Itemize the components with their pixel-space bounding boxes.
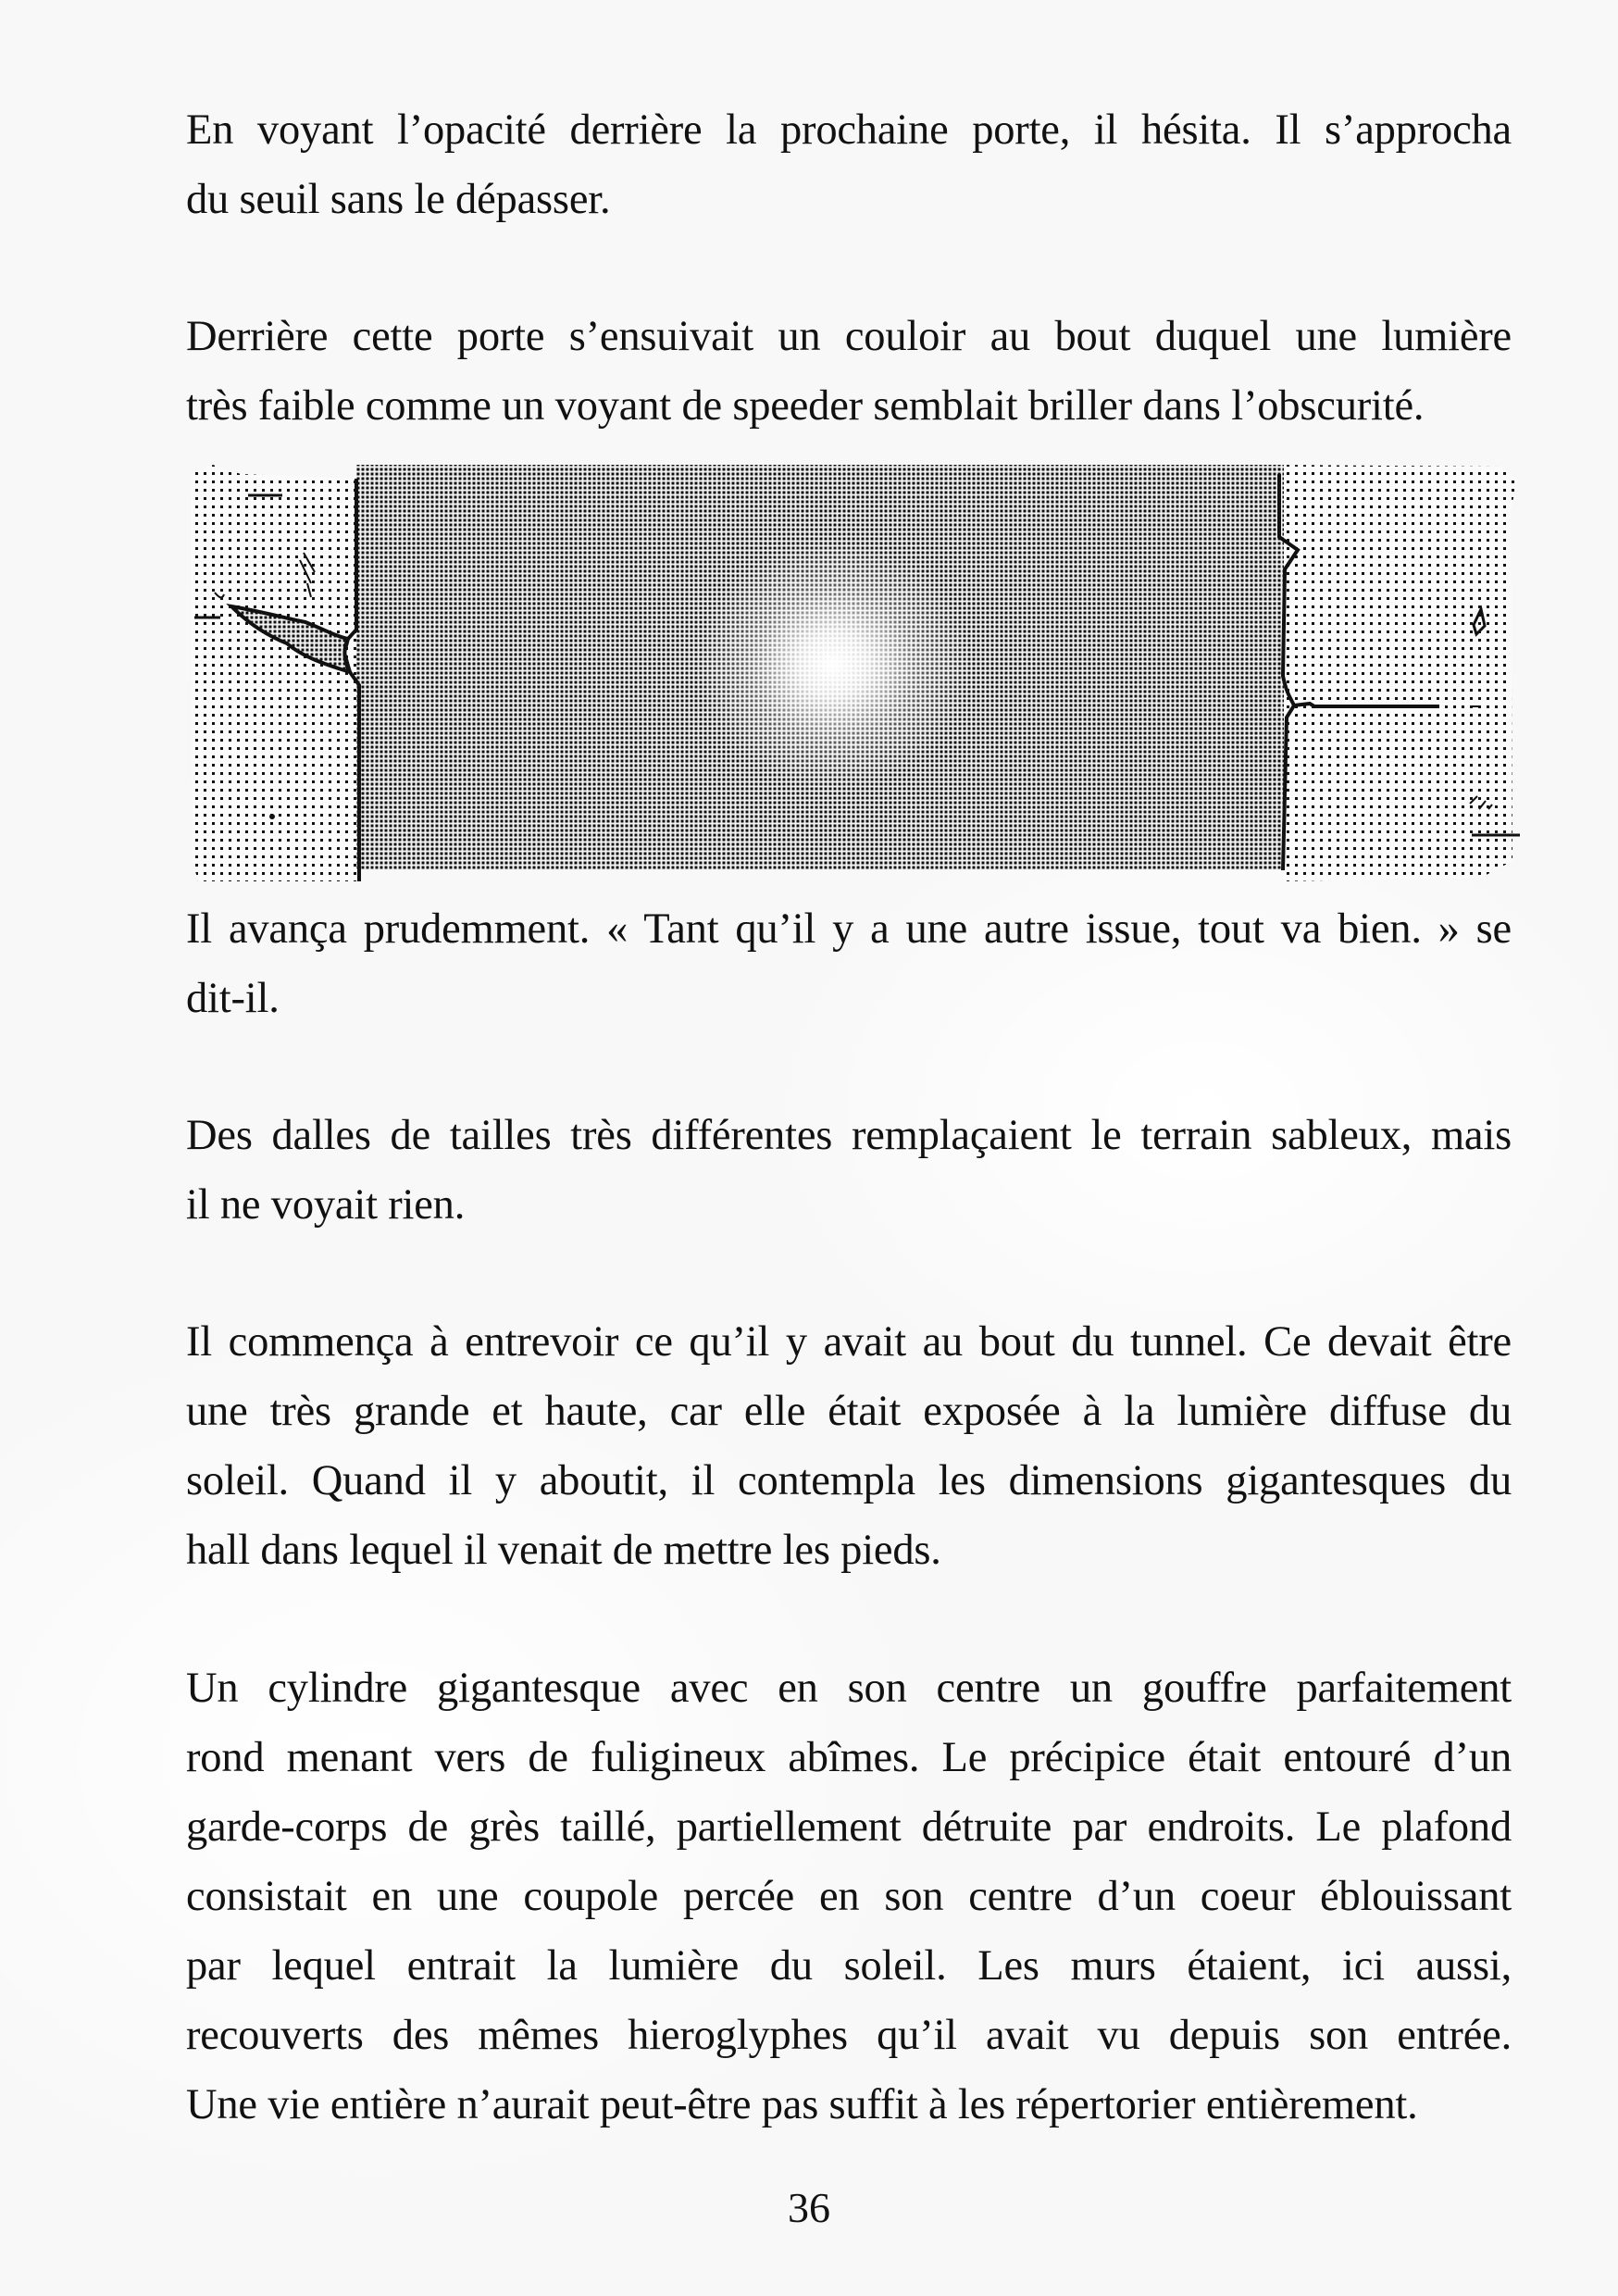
paragraph-line: il ne voyait rien.: [186, 1181, 466, 1229]
paragraph-line: une très grande et haute, car elle était exposée à la lumière diffuse du: [186, 1388, 1512, 1435]
paragraph-5: [186, 1307, 1512, 1585]
illustration-svg: [185, 454, 1520, 881]
paragraph-2: [186, 302, 1512, 441]
paragraph-line: rond menant vers de fuligineux abîmes. Le précipice était entouré d’un: [186, 1734, 1512, 1781]
distant-light-glow: [694, 540, 972, 790]
paragraph-line: recouverts des mêmes hieroglyphes qu’il avait vu depuis son entrée.: [186, 2012, 1512, 2059]
paragraph-4: [186, 1101, 1512, 1240]
paragraph-line: consistait en une coupole percée en son centre d’un coeur éblouissant: [186, 1873, 1512, 1920]
paragraph-3: [186, 894, 1512, 1033]
paragraph-6: [186, 1653, 1512, 2140]
right-wall: [1282, 465, 1518, 881]
paragraph-line: Il avança prudemment. « Tant qu’il y a une autre issue, tout va bien. » se: [186, 905, 1512, 953]
paragraph-line: Il commença à entrevoir ce qu’il y avait au bout du tunnel. Ce devait être: [186, 1318, 1512, 1366]
paragraph-line: dit-il.: [186, 975, 280, 1022]
paragraph-line: Un cylindre gigantesque avec en son centre un gouffre parfaitement: [186, 1665, 1512, 1712]
paragraph-line: Des dalles de tailles très différentes remplaçaient le terrain sableux, mais: [186, 1112, 1512, 1159]
page-number: 36: [788, 2184, 830, 2231]
paragraph-line: soleil. Quand il y aboutit, il contempla les dimensions gigantesques du: [186, 1457, 1512, 1504]
paragraph-1: [186, 95, 1512, 234]
paragraph-line: Derrière cette porte s’ensuivait un couloir au bout duquel une lumière: [186, 313, 1512, 360]
paragraph-line: par lequel entrait la lumière du soleil. Les murs étaient, ici aussi,: [186, 1942, 1512, 1990]
paragraph-line: garde-corps de grès taillé, partiellement détruite par endroits. Le plafond: [186, 1803, 1512, 1851]
corridor-light-illustration: [185, 454, 1520, 881]
paragraph-line: hall dans lequel il venait de mettre les pieds.: [186, 1527, 941, 1574]
paragraph-line: Une vie entière n’aurait peut-être pas suffit à les répertorier entièrement.: [186, 2081, 1418, 2128]
paragraph-line: En voyant l’opacité derrière la prochaine porte, il hésita. Il s’approcha: [186, 106, 1512, 154]
paragraph-line: très faible comme un voyant de speeder semblait briller dans l’obscurité.: [186, 382, 1425, 430]
paragraph-line: du seuil sans le dépasser.: [186, 176, 611, 223]
